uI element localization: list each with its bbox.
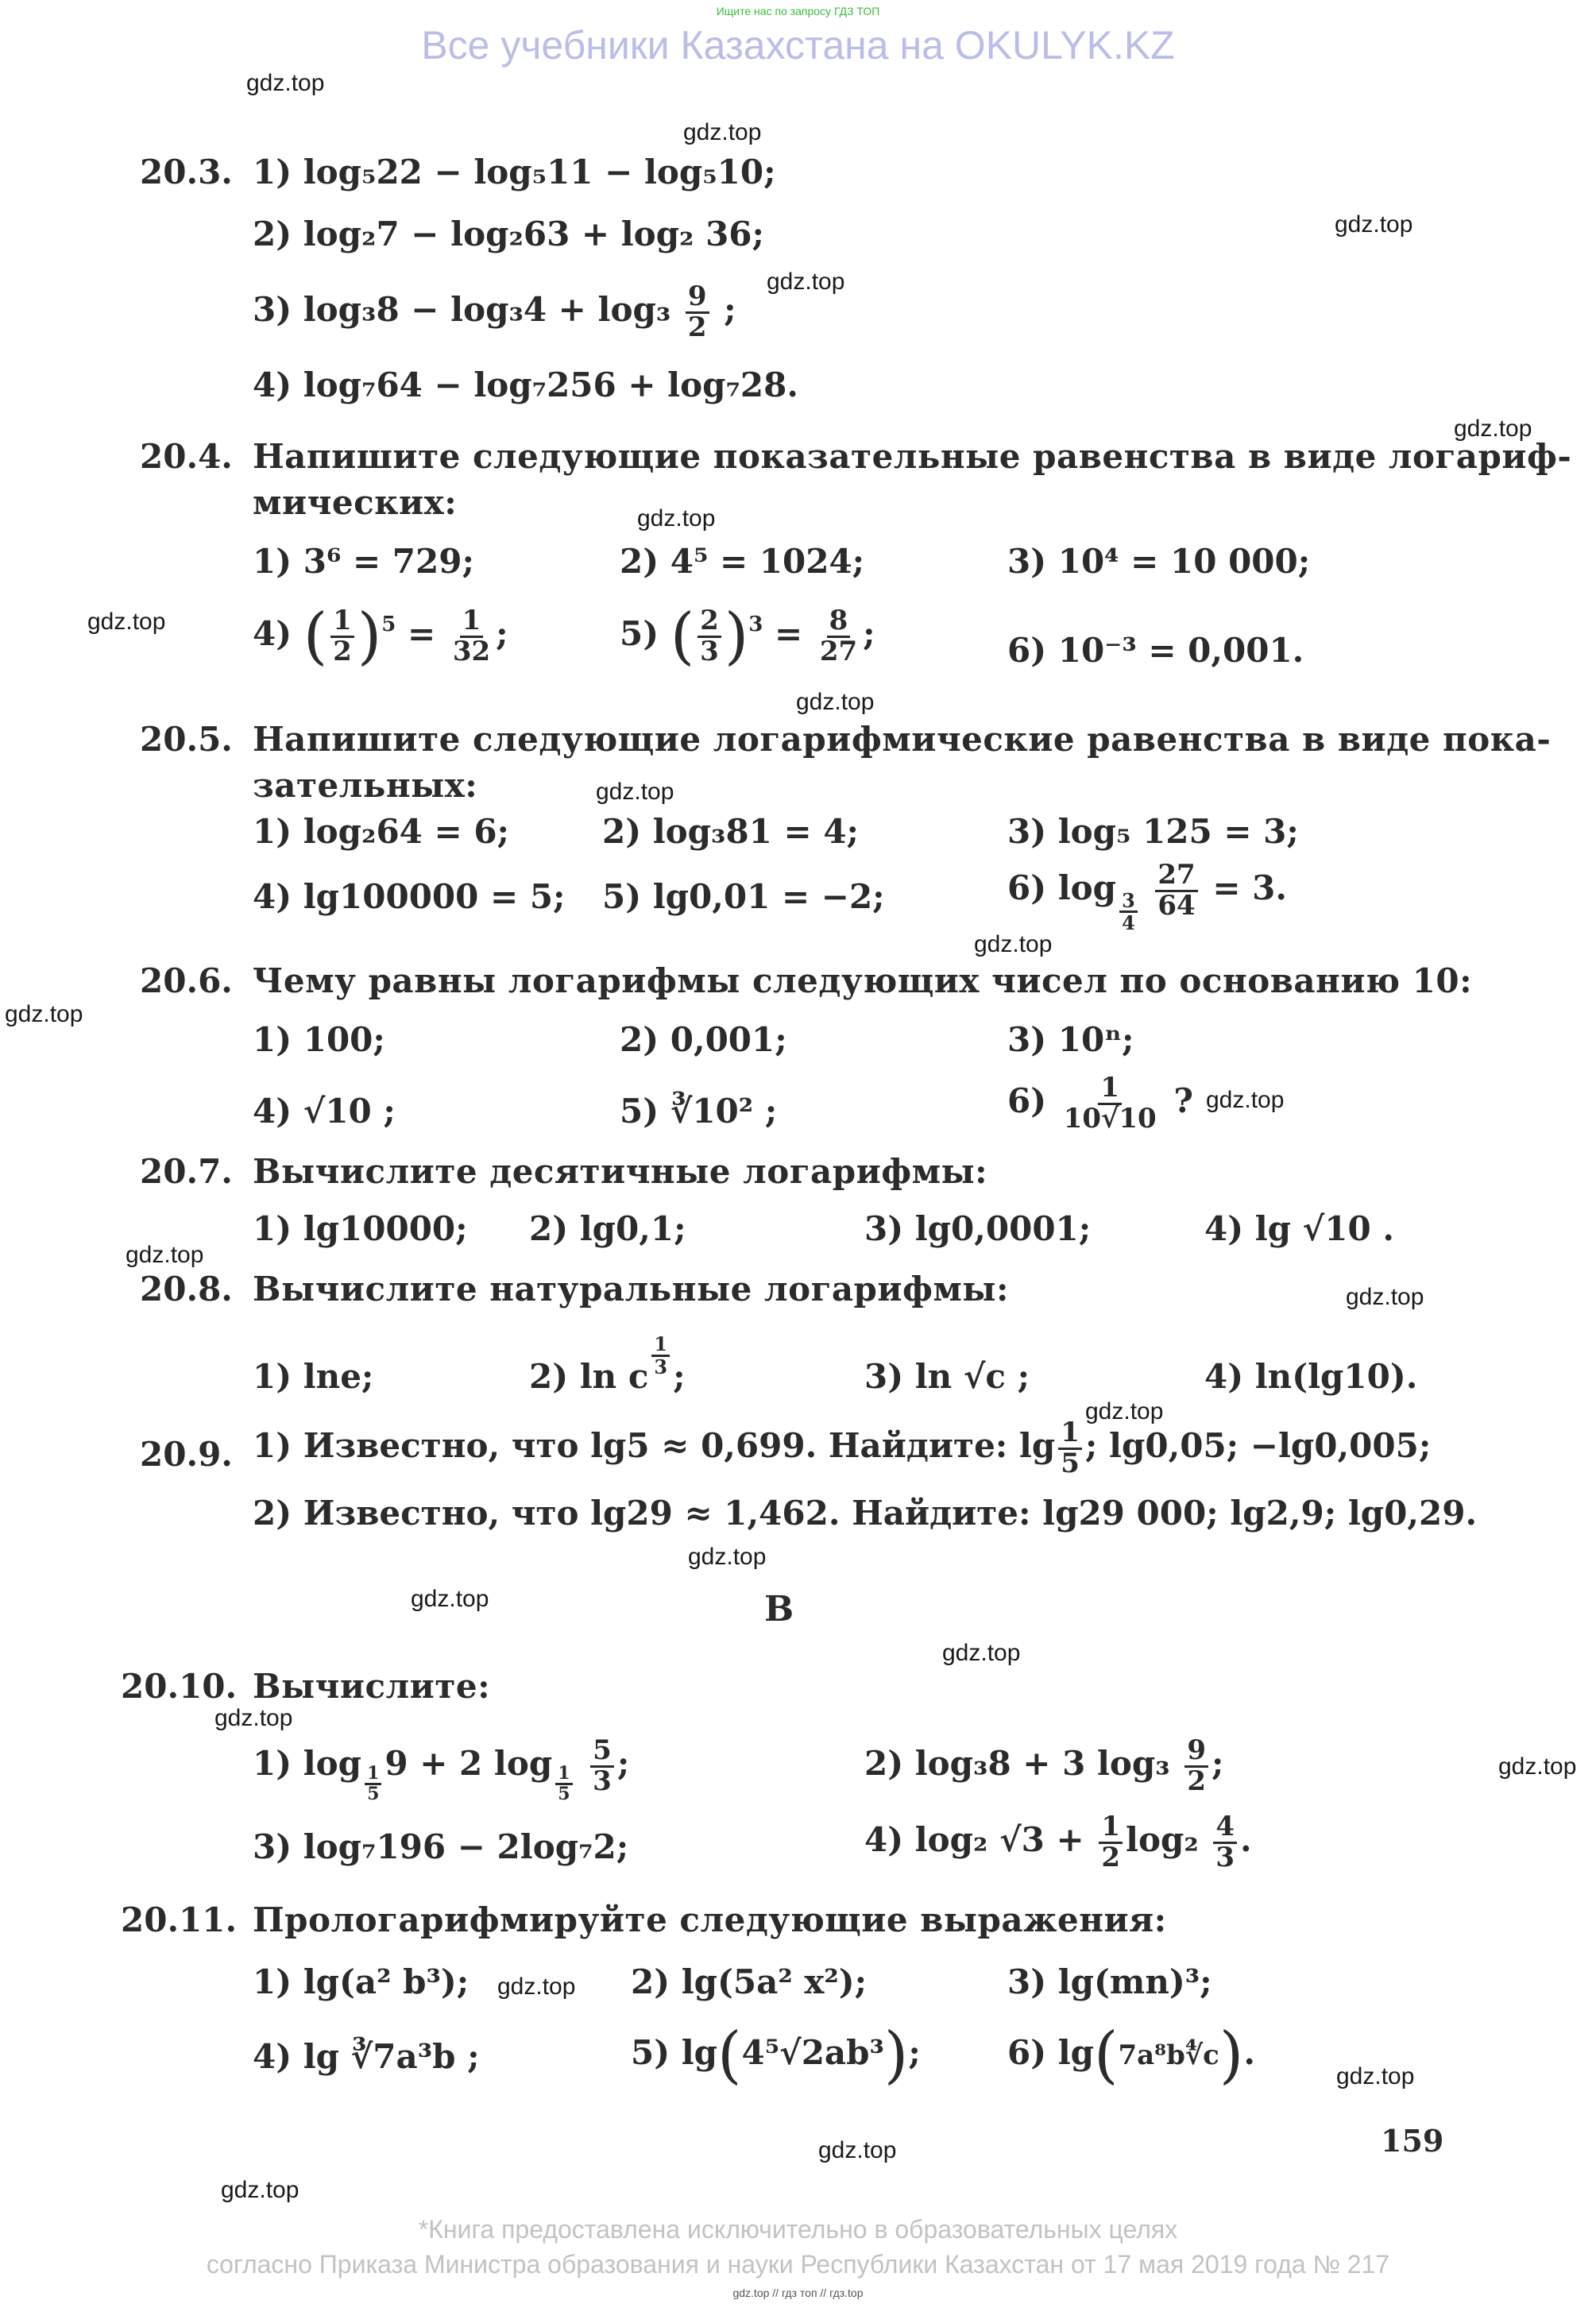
numerator: 9 [686, 283, 709, 314]
item-label: 5) [620, 614, 659, 653]
numerator: 1 [555, 1765, 572, 1785]
math-text: 9 + 2 log [385, 1744, 553, 1784]
exercise-text: Прологарифмируйте следующие выражения: [253, 1900, 1167, 1939]
answer-item [1007, 859, 1288, 934]
answer-item [253, 1734, 630, 1804]
answer-item: 4) lg100000 = 5; [253, 877, 566, 916]
site-title[interactable]: Все учебники Казахстана на OKULYK.KZ [421, 23, 1175, 68]
denominator: 5 [558, 1783, 570, 1804]
exercise-number: 20.10. [121, 1667, 238, 1706]
answer-item [631, 2020, 921, 2091]
watermark: gdz.top [596, 779, 674, 805]
fraction [1099, 1813, 1123, 1872]
answer-item: 3) ln √c ; [864, 1357, 1030, 1396]
math-text: ; [724, 290, 736, 330]
exercise-number: 20.7. [140, 1152, 233, 1191]
watermark: gdz.top [1336, 2063, 1415, 2089]
math-text: ; [1211, 1744, 1224, 1784]
watermark: gdz.top [1346, 1284, 1424, 1310]
exponent-fraction [651, 1334, 670, 1376]
footer-line: *Книга предоставлена исключительно в образовательных целях [418, 2215, 1178, 2244]
watermark: gdz.top [221, 2177, 299, 2203]
fraction [686, 280, 709, 343]
denominator: 64 [1157, 889, 1196, 922]
watermark: gdz.top [688, 1544, 767, 1570]
answer-item: 1) 100; [253, 1020, 385, 1059]
fraction [1155, 861, 1197, 920]
denominator: 4 [1122, 910, 1135, 934]
exercise-text: Чему равны логарифмы следующих чисел по основанию 10: [253, 961, 1473, 1000]
exercise-number: 20.4. [140, 437, 233, 476]
watermark: gdz.top [637, 505, 716, 532]
watermark: gdz.top [497, 1973, 576, 2000]
exercise-number: 20.3. [140, 153, 233, 191]
answer-item: 1) log₂64 = 6; [253, 812, 510, 851]
answer-item: 3) 10⁴ = 10 000; [1007, 542, 1311, 581]
answer-item: 3) log₇196 − 2log₇2; [253, 1827, 629, 1866]
math-text: 4⁵√2ab³ [741, 2033, 884, 2072]
denominator: 3 [654, 1355, 668, 1378]
paren: ) [357, 601, 382, 672]
header-note: Ищите нас по запросу ГДЗ ТОП [716, 5, 880, 17]
answer-item: 1) 3⁶ = 729; [253, 542, 474, 581]
paren: ) [883, 2020, 909, 2091]
watermark: gdz.top [818, 2137, 897, 2163]
watermark: gdz.top [796, 689, 875, 715]
math-text: 2) log₃8 + 3 log₃ [864, 1744, 1170, 1784]
paren: ) [724, 601, 749, 672]
numerator: 1 [1099, 1813, 1123, 1844]
watermark: gdz.top [1085, 1398, 1164, 1425]
denominator: 3 [1215, 1841, 1235, 1873]
denominator: 10√10 [1063, 1102, 1157, 1135]
fraction [1184, 1734, 1208, 1797]
watermark: gdz.top [1454, 416, 1532, 442]
answer-item: 5) lg0,01 = −2; [602, 877, 885, 916]
math-text: ? [1173, 1081, 1193, 1121]
math-text: 4) log₂ √3 + [864, 1820, 1084, 1860]
paren: ( [717, 2020, 742, 2091]
answer-item: 4) ln(lg10). [1204, 1357, 1418, 1396]
exercise-number: 20.11. [121, 1900, 238, 1939]
item-label: 4) [253, 614, 292, 653]
exercise-number: 20.5. [140, 720, 233, 759]
answer-item: 4) lg √10 . [1204, 1209, 1394, 1248]
answer-item: 1) lg10000; [253, 1209, 468, 1248]
numerator: 1 [365, 1765, 381, 1785]
numerator: 9 [1184, 1737, 1208, 1768]
fraction [698, 604, 721, 667]
math-text: = 3. [1212, 868, 1288, 908]
answer-item: 2) lg0,1; [529, 1209, 686, 1248]
denominator: 2 [687, 311, 707, 343]
watermark: gdz.top [683, 119, 762, 145]
item-label: 6) [1007, 1081, 1047, 1121]
exponent: 5 [381, 613, 396, 636]
footer-small: gdz.top // гдз топ // гдз.top [732, 2287, 864, 2299]
paren: ( [1094, 2020, 1119, 2091]
answer-item: 1) lg(a² b³); [253, 1962, 470, 2001]
denominator: 2 [1187, 1765, 1206, 1797]
denominator: 3 [593, 1765, 612, 1797]
math-text: 5) lg [631, 2033, 718, 2072]
watermark: gdz.top [942, 1640, 1021, 1666]
watermark: gdz.top [1335, 211, 1413, 238]
math-text: ; [673, 1357, 686, 1396]
math-text: 1) log [253, 1744, 362, 1784]
exercise-line [253, 280, 736, 343]
answer-item: 3) log₅ 125 = 3; [1007, 812, 1299, 851]
answer-item [864, 1734, 1224, 1797]
log-base-fraction [1119, 888, 1138, 934]
denominator: 2 [333, 635, 352, 667]
exercise-text: Напишите следующие логарифмические равенства в виде пока- [253, 720, 1552, 759]
exercise-number: 20.6. [140, 961, 233, 1000]
section-heading: B [764, 1589, 794, 1629]
watermark: gdz.top [126, 1242, 204, 1268]
answer-item: 2) 4⁵ = 1024; [620, 542, 865, 581]
log-base-fraction [555, 1762, 572, 1804]
denominator: 32 [452, 635, 491, 667]
numerator: 27 [1155, 861, 1197, 892]
numerator: 1 [460, 607, 484, 638]
math-text: 6) log [1007, 868, 1117, 908]
numerator: 4 [1213, 1813, 1237, 1844]
answer-item: 4) ( $\frac{1}{2}$ )$^5$ = $\frac{1}{32}$ ; [253, 601, 508, 672]
answer-item: 2) lg(5a² x²); [631, 1962, 868, 2001]
answer-item: 1) lne; [253, 1357, 374, 1396]
answer-item: 3) lg0,0001; [864, 1209, 1092, 1248]
answer-item [1007, 2020, 1255, 2091]
denominator: 27 [819, 635, 858, 667]
numerator: 1 [1098, 1074, 1122, 1105]
watermark: gdz.top [411, 1586, 489, 1612]
denominator: 5 [367, 1783, 380, 1804]
exercise-text: Напишите следующие показательные равенства в виде логариф- [253, 437, 1572, 476]
exponent: 3 [748, 613, 763, 636]
fraction [590, 1734, 614, 1797]
math-text: 2) ln c [529, 1357, 649, 1396]
exercise-line [253, 1419, 1431, 1478]
watermark: gdz.top [1206, 1087, 1285, 1113]
fraction [1058, 1419, 1082, 1478]
exercise-line: 1) log₅22 − log₅11 − log₅10; [253, 153, 776, 191]
paren: ( [303, 601, 328, 672]
denominator: 5 [1061, 1447, 1080, 1479]
answer-item: 5) ( $\frac{2}{3}$ )$^3$ = $\frac{8}{27}$ ; [620, 601, 875, 672]
math-text: ; [616, 1744, 630, 1784]
watermark: gdz.top [5, 1001, 83, 1027]
exercise-text: Вычислите натуральные логарифмы: [253, 1270, 1010, 1309]
denominator: 2 [1101, 1841, 1121, 1873]
numerator: 5 [590, 1737, 614, 1768]
exercise-number: 20.9. [140, 1435, 233, 1474]
fraction [817, 604, 860, 667]
numerator: 8 [827, 607, 851, 638]
numerator: 2 [698, 607, 721, 638]
paren: ) [1219, 2020, 1244, 2091]
answer-item: 3) lg(mn)³; [1007, 1962, 1212, 2001]
numerator: 3 [1119, 891, 1138, 913]
answer-item: 2) log₃81 = 4; [602, 812, 860, 851]
exercise-text: мических: [253, 483, 458, 522]
math-text: . [1240, 1820, 1252, 1860]
watermark: gdz.top [1498, 1753, 1577, 1780]
exercise-line: 4) log₇64 − log₇256 + log₇28. [253, 365, 798, 404]
watermark: gdz.top [214, 1705, 293, 1731]
exercise-line: 2) log₂7 − log₂63 + log₂ 36; [253, 215, 765, 253]
answer-item: 3) 10ⁿ; [1007, 1020, 1134, 1059]
answer-item [529, 1332, 686, 1396]
math-text: 7a⁸b∜c [1118, 2039, 1219, 2071]
numerator: 1 [1058, 1419, 1082, 1450]
fraction [330, 604, 354, 667]
answer-item: 5) ∛10² ; [620, 1092, 778, 1131]
exercise-text: зательных: [253, 766, 478, 805]
footer-line: согласно Приказа Министра образования и науки Республики Казахстан от 17 мая 2019 года № 217 [206, 2250, 1390, 2279]
exercise-text: Вычислите десятичные логарифмы: [253, 1152, 988, 1191]
answer-item: 6) 10⁻³ = 0,001. [1007, 631, 1304, 670]
answer-item [1007, 1074, 1193, 1133]
math-text: 6) lg [1007, 2033, 1095, 2072]
fraction [1061, 1074, 1159, 1133]
fraction [450, 604, 493, 667]
math-text: ; [908, 2033, 921, 2072]
watermark: gdz.top [974, 931, 1053, 957]
answer-item: 4) lg ∛7a³b ; [253, 2037, 480, 2076]
math-text: log₂ [1126, 1820, 1199, 1860]
math-text: . [1243, 2033, 1255, 2072]
math-text: 3) log₃8 − log₃4 + log₃ [253, 290, 671, 330]
equals: = [408, 614, 447, 653]
math-text: 1) Известно, что lg5 ≈ 0,699. Найдите: lg [253, 1426, 1056, 1466]
exercise-line: 2) Известно, что lg29 ≈ 1,462. Найдите: lg29 000; lg2,9; lg0,29. [253, 1494, 1478, 1533]
exercise-number: 20.8. [140, 1270, 233, 1309]
answer-item [864, 1813, 1252, 1872]
denominator: 3 [700, 635, 719, 667]
paren: ( [670, 601, 695, 672]
watermark: gdz.top [767, 269, 845, 295]
watermark: gdz.top [87, 609, 166, 635]
equals: = [775, 614, 814, 653]
fraction [1213, 1813, 1237, 1872]
watermark: gdz.top [246, 70, 325, 96]
math-text: ; lg0,05; −lg0,005; [1084, 1426, 1432, 1466]
exercise-text: Вычислите: [253, 1667, 491, 1706]
numerator: 1 [330, 607, 354, 638]
answer-item: 2) 0,001; [620, 1020, 787, 1059]
page-number: 159 [1381, 2123, 1444, 2159]
log-base-fraction [365, 1762, 381, 1804]
numerator: 1 [651, 1334, 670, 1356]
answer-item: 4) √10 ; [253, 1092, 396, 1131]
